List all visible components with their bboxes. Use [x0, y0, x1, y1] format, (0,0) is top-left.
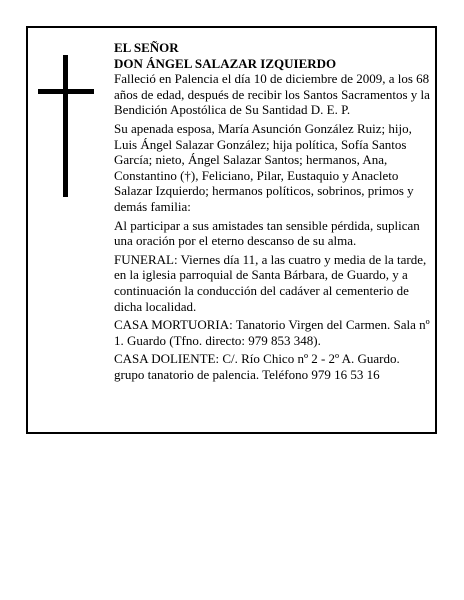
funeral-home-details: CASA MORTUORIA: Tanatorio Virgen del Carmen. Sala nº 1. Guardo (Tfno. directo: 979 853 348).	[114, 317, 430, 348]
death-announcement: Falleció en Palencia el día 10 de diciembre de 2009, a los 68 años de edad, después de recibir los Santos Sacramentos y la Bendición Apostólica de Su Santidad D. E. P.	[114, 71, 430, 118]
deceased-name: DON ÁNGEL SALAZAR IZQUIERDO	[114, 55, 337, 71]
family-home-details: CASA DOLIENTE: C/. Río Chico nº 2 - 2º A. Guardo. grupo tanatorio de palencia. Teléfono 979 16 53 16	[114, 351, 400, 382]
family-list: Su apenada esposa, María Asunción González Ruiz; hijo, Luis Ángel Salazar González; hija política, Sofía Santos García; nieto, Ángel Salazar Santos; hermanos, Ana, Constantino (†), Feliciano, Pilar, Eustaquio y Anacleto Salazar Izquierdo; hermanos políticos, sobrinos, primos y demás familia:	[114, 120, 414, 214]
cross-horizontal-bar	[38, 89, 94, 94]
obituary-notice	[26, 26, 437, 434]
funeral-details: FUNERAL: Viernes día 11, a las cuatro y media de la tarde, en la iglesia parroquial de Santa Bárbara, de Guardo, y a continuación la conducción del cadáver al cementerio de dicha localidad.	[114, 251, 427, 314]
prayer-request: Al participar a sus amistades tan sensible pérdida, suplican una oración por el eterno descanso de su alma.	[114, 217, 420, 249]
latin-cross-icon	[38, 55, 94, 197]
cross-vertical-bar	[63, 55, 68, 197]
obituary-text	[114, 40, 432, 385]
heading-title: EL SEÑOR	[114, 40, 179, 55]
